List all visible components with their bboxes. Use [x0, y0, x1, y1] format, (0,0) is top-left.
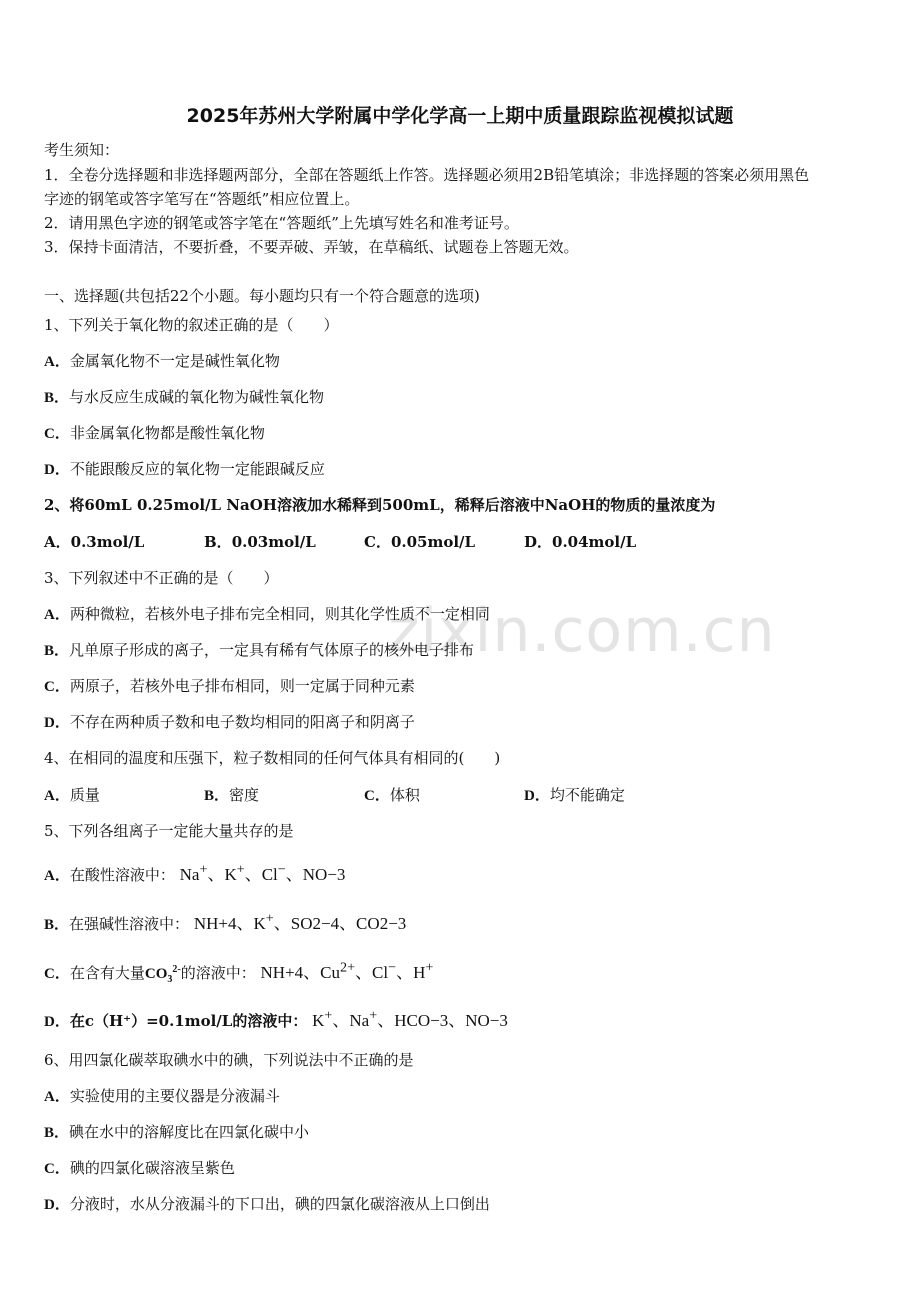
notice-item-2: 2．请用黑色字迹的钢笔或答字笔在“答题纸”上先填写姓名和准考证号。: [44, 214, 519, 232]
section-heading: 一、选择题(共包括22个小题。每小题均只有一个符合题意的选项): [44, 287, 480, 305]
q6-option-d: D．分液时，水从分液漏斗的下口出，碘的四氯化碳溶液从上口倒出: [44, 1195, 490, 1213]
q1-option-a: A．金属氧化物不一定是碱性氧化物: [44, 352, 280, 370]
q2-option-d: D．0.04mol/L: [524, 533, 637, 551]
q2-stem: 2、将60mL 0.25mol/L NaOH溶液加水稀释到500mL，稀释后溶液中NaOH的物质的量浓度为: [44, 496, 716, 514]
q2-option-c: C．0.05mol/L: [364, 533, 476, 551]
q3-option-c: C．两原子，若核外电子排布相同，则一定属于同种元素: [44, 677, 415, 695]
q6-option-b: B．碘在水中的溶解度比在四氯化碳中小: [44, 1123, 310, 1141]
q4-stem: 4、在相同的温度和压强下，粒子数相同的任何气体具有相同的( ): [44, 749, 501, 767]
notice-item-1-cont: 字迹的钢笔或答字笔写在“答题纸”相应位置上。: [44, 190, 360, 208]
q4-option-d: D．均不能确定: [524, 786, 625, 804]
q3-option-a: A．两种微粒，若核外电子排布完全相同，则其化学性质不一定相同: [44, 605, 490, 623]
q5-stem: 5、下列各组离子一定能大量共存的是: [44, 822, 294, 840]
q3-option-d: D．不存在两种质子数和电子数均相同的阳离子和阴离子: [44, 713, 415, 731]
ion-list: K+、Na+、HCO−3、NO−3: [312, 1007, 508, 1030]
q2-option-b: B．0.03mol/L: [204, 533, 316, 551]
q3-option-b: B．凡单原子形成的离子，一定具有稀有气体原子的核外电子排布: [44, 641, 475, 659]
ion-list: NH+4、$Cu^{2+}$、Cl−、H+: [260, 959, 434, 982]
q6-option-a: A．实验使用的主要仪器是分液漏斗: [44, 1087, 280, 1105]
q5-option-a: A．在酸性溶液中： Na+、K+、Cl−、NO−3: [44, 861, 346, 884]
notice-item-1: 1．全卷分选择题和非选择题两部分，全部在答题纸上作答。选择题必须用2B铅笔填涂；非选择题的答案必须用黑色: [44, 166, 810, 184]
page-title: 2025年苏州大学附属中学化学高一上期中质量跟踪监视模拟试题: [186, 105, 734, 127]
q5-option-d: D．在c（H⁺）=0.1mol/L的溶液中： K+、Na+、HCO−3、NO−3: [44, 1007, 508, 1030]
q3-stem: 3、下列叙述中不正确的是（ ）: [44, 569, 279, 587]
q2-option-a: A．0.3mol/L: [44, 533, 145, 551]
ion-list: Na+、K+、Cl−、NO−3: [179, 861, 346, 884]
q1-option-b: B．与水反应生成碱的氧化物为碱性氧化物: [44, 388, 325, 406]
q5-option-b: B．在强碱性溶液中： NH+4、K+、SO2−4、CO2−3: [44, 910, 407, 933]
q4-option-c: C．体积: [364, 786, 420, 804]
q6-option-c: C．碘的四氯化碳溶液呈紫色: [44, 1159, 235, 1177]
ion-list: NH+4、K+、SO2−4、CO2−3: [193, 910, 407, 933]
q6-stem: 6、用四氯化碳萃取碘水中的碘，下列说法中不正确的是: [44, 1051, 414, 1069]
notice-item-3: 3．保持卡面清洁，不要折叠，不要弄破、弄皱，在草稿纸、试题卷上答题无效。: [44, 238, 579, 256]
q1-stem: 1、下列关于氧化物的叙述正确的是（ ）: [44, 316, 339, 334]
q1-option-c: C．非金属氧化物都是酸性氧化物: [44, 424, 265, 442]
notice-heading: 考生须知：: [44, 141, 120, 159]
q4-option-a: A．质量: [44, 786, 100, 804]
q1-option-d: D．不能跟酸反应的氧化物一定能跟碱反应: [44, 460, 325, 478]
q4-option-b: B．密度: [204, 786, 260, 804]
watermark: zixin.com.cn: [388, 596, 776, 666]
q5-option-c: C．在含有大量$CO_3^{2-}$的溶液中： NH+4、$Cu^{2+}$、Cl−、H+: [44, 959, 434, 985]
